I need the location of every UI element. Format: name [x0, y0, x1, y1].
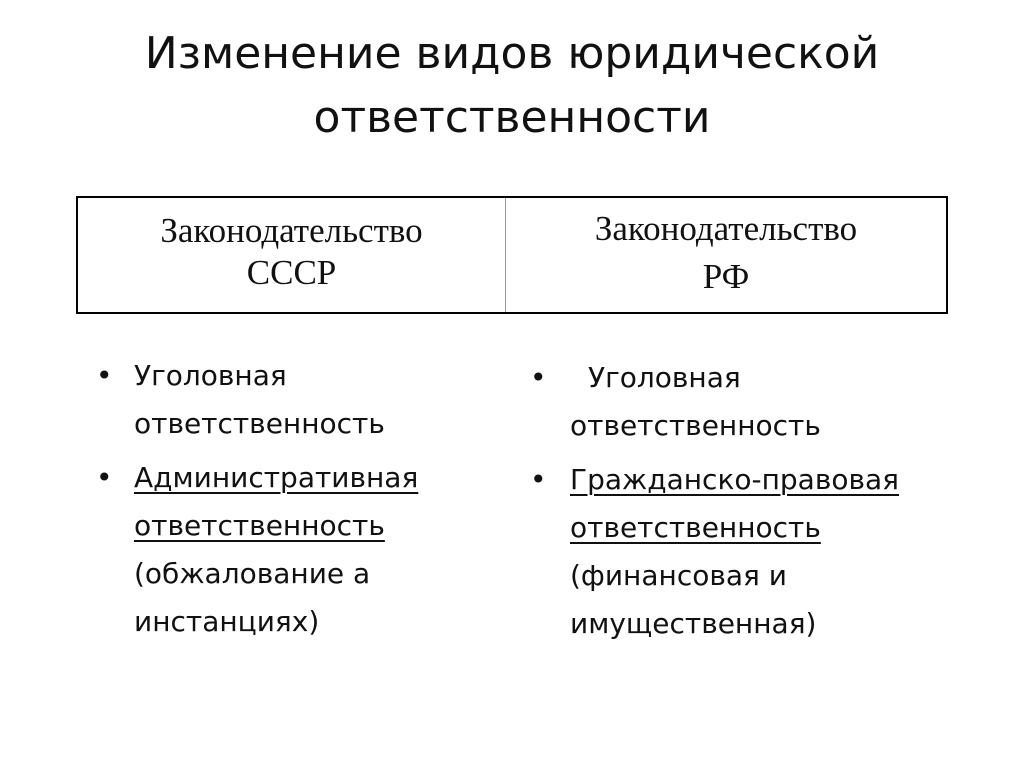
list-item-note: (финансовая и имущественная) [570, 559, 817, 640]
bullet-icon: • [96, 461, 113, 494]
slide-title-line2: ответственности [313, 92, 711, 143]
slide-title [40, 22, 984, 150]
bullet-icon: • [96, 359, 113, 392]
legislation-comparison-table [76, 196, 948, 314]
rf-liability-list [530, 354, 950, 654]
rf-header-line1: Законодательство [594, 209, 858, 248]
list-item-criminal-liability [96, 352, 496, 448]
list-item-note: (обжалование а инстанциях) [134, 557, 371, 638]
bullet-icon: • [530, 463, 547, 496]
table-header-ussr [78, 198, 506, 312]
slide-title-line1: Изменение видов юридической [144, 28, 880, 79]
list-item-criminal-liability [530, 354, 950, 450]
bullet-icon: • [530, 361, 547, 394]
rf-header-line2: РФ [702, 257, 750, 296]
ussr-header-line1: Законодательство [160, 211, 423, 250]
ussr-header-line2: СССР [246, 253, 337, 292]
ussr-liability-list [96, 352, 496, 652]
list-item-text: Уголовная ответственность [134, 359, 385, 440]
list-item-underlined-text: Административная ответственность [134, 461, 419, 542]
list-item-administrative-liability [96, 454, 496, 646]
list-item-underlined-text: Гражданско-правовая ответственность [570, 463, 899, 544]
list-item-text: Уголовная ответственность [570, 361, 821, 442]
table-header-rf [506, 198, 946, 312]
list-item-civil-liability [530, 456, 950, 648]
